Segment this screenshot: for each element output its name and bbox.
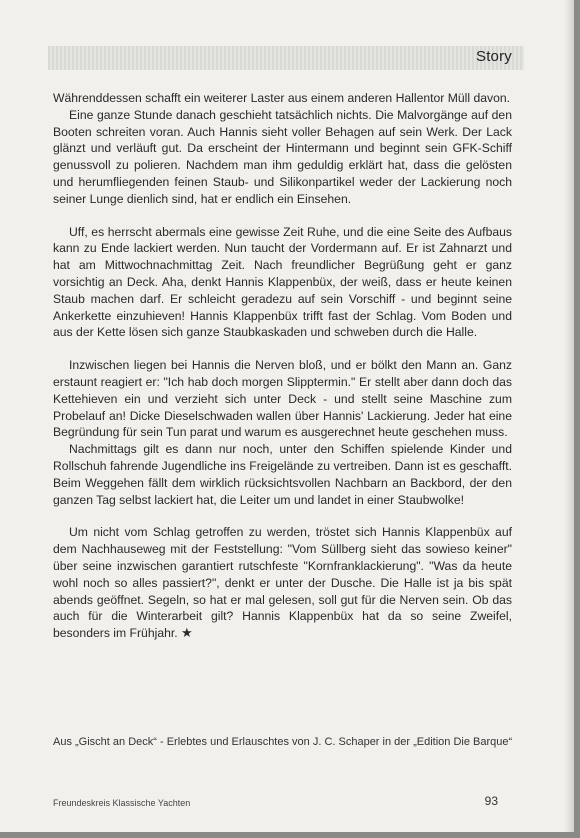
page-number: 93 [484,794,498,808]
paragraph-last [53,524,512,642]
footer-publication: Freundeskreis Klassische Yachten [53,798,191,808]
article-body [53,90,512,642]
paragraph: Inzwischen liegen bei Hannis die Nerven bloß, und er bölkt den Mann an. Ganz erstaunt reagiert er: "Ich hab doch morgen Slipptermin." Er stellt aber dann doch das Kettehieven ein und verzieht sich unter Deck - und stellt seine Maschine zum Probelauf an! Dicke Dieselschwaden wallen über Hannis' Lackierung. Jeder hat eine Begründung für sein Tun parat und warum es ausgerechnet heute geschehen muss. [53,358,512,440]
section-title: Story [475,48,512,65]
paragraph: Eine ganze Stunde danach geschieht tatsächlich nichts. Die Malvorgänge auf den Booten schreiten voran. Auch Hannis sieht voller Behagen auf sein Werk. Der Lack glänzt und verläuft gut. Da erscheint der Hintermann und beginnt sein GFK-Schiff genussvoll zu polieren. Nachdem man ihm geduldig erklärt hat, dass die gelösten und herumfliegenden feinen Staub- und Silikonpartikel weder der Lackierung noch seiner Lunge dienlich sind, hat er endlich ein Einsehen. [53,107,512,206]
paragraph: Nachmittags gilt es dann nur noch, unter den Schiffen spielende Kinder und Rollschuh fahrende Jugendliche ins Freigelände zu vertreiben. Dann ist es geschafft. Beim Weggehen fällt dem wirklich rücksichtsvollen Nachbarn an Backbord, der den ganzen Tag selbst lackiert hat, die Leiter um und landet in einer Staubwolke! [53,442,512,507]
source-note: Aus „Gischt an Deck“ - Erlebtes und Erlauschtes von J. C. Schaper in der „Edition Die Barque“ [53,736,513,748]
paragraph: Uff, es herrscht abermals eine gewisse Zeit Ruhe, und die eine Seite des Aufbaus kann zu Ende lackiert werden. Nun taucht der Vordermann auf. Er ist Zahnarzt und hat am Mittwochnachmittag Zeit. Nach freundlicher Begrüßung geht er ganz vorsichtig an Deck. Aha, denkt Hannis Klappenbüx, der weiß, dass er heute keinen Staub machen darf. Er schleicht geradezu auf sein Vorschiff - und beginnt seine Ankerkette einzuhieven! Hannis Klappenbüx trifft fast der Schlag. Vom Boden und aus der Kette lösen sich ganze Staubkaskaden und schweben durch die Halle. [53,224,512,340]
end-mark-icon: ★ [181,625,193,641]
header-band [48,46,524,70]
paragraph-text: Um nicht vom Schlag getroffen zu werden, tröstet sich Hannis Klappenbüx auf dem Nachhauseweg mit der Feststellung: "Vom Süllberg sieht das sowieso keiner" über seine inzwischen garantiert rutschfeste "Kornfranklackierung". "Was da heute wohl noch so alles passiert?", denkt er unter der Dusche. Die Halle ist ja bis spät abends geöffnet. Segeln, so hat er mal gelesen, soll gut für die Nerven sein. Ob das auch für die Winterarbeit gilt? Hannis Klappenbüx hat da so seine Zweifel, besonders im Frühjahr. [53,525,512,641]
paragraph: Währenddessen schafft ein weiterer Laster aus einem anderen Hallentor Müll davon. [53,91,511,105]
